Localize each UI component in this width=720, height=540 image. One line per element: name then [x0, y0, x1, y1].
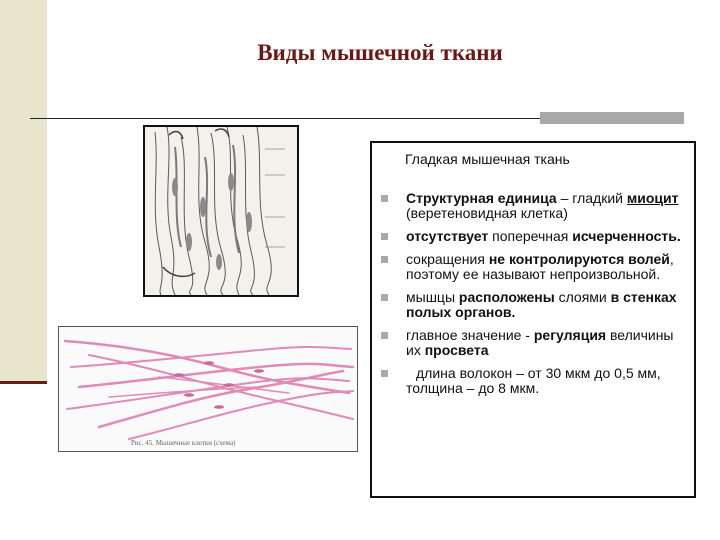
list-item: [372, 252, 694, 282]
item-text-bold: расположены: [458, 289, 555, 305]
item-text-bold: регуляция: [533, 327, 607, 343]
square-bullet-icon: [381, 195, 388, 202]
list-item: [372, 229, 694, 244]
muscle-tissue-drawing-svg: [145, 127, 297, 295]
square-bullet-icon: [381, 233, 388, 240]
item-text-bold: не контролируются: [488, 251, 625, 267]
item-text: – гладкий: [556, 190, 627, 206]
item-text-emphasis: миоцит: [626, 190, 679, 206]
list-item: [372, 191, 694, 221]
list-item: [372, 328, 694, 358]
item-text-bold: в стенках полых органов.: [406, 289, 677, 320]
slide-title: Виды мышечной ткани: [257, 40, 503, 65]
item-text: величины их: [406, 327, 674, 358]
item-text-bold: исчерченность.: [572, 228, 681, 244]
smooth-muscle-cells-svg: [59, 327, 357, 451]
square-bullet-icon: [381, 294, 388, 301]
image-caption: Рис. 45. Мышечные клетки (схема): [131, 439, 236, 447]
list-item: [372, 290, 694, 320]
info-list: [372, 191, 694, 404]
title-rule-accent: [540, 112, 684, 124]
list-item: [372, 366, 694, 396]
item-text: (веретеновидная клетка): [406, 205, 568, 221]
square-bullet-icon: [381, 332, 388, 339]
box-title: Гладкая мышечная ткань: [405, 151, 570, 167]
item-text-bold: просвета: [424, 342, 489, 358]
item-text: слоями: [554, 289, 611, 305]
item-text-bold: отсутствует: [406, 228, 489, 244]
item-text: , поэтому ее называют непроизвольной.: [406, 251, 674, 282]
item-text-bold: Структурная единица: [406, 190, 557, 206]
smooth-muscle-cells-image: [58, 326, 358, 452]
item-text: поперечная: [488, 228, 573, 244]
square-bullet-icon: [381, 370, 388, 377]
left-band-divider: [0, 381, 47, 384]
muscle-tissue-drawing: [143, 125, 299, 297]
item-text: главное значение -: [406, 327, 534, 343]
item-text: длина волокон – от 30 мкм до 0,5 мм, толщина – до 8 мкм.: [406, 365, 661, 396]
smooth-muscle-info-box: [370, 141, 696, 498]
item-text: мышцы: [406, 289, 459, 305]
square-bullet-icon: [381, 256, 388, 263]
item-text-bold: волей: [624, 251, 670, 267]
item-text: сокращения: [406, 251, 489, 267]
